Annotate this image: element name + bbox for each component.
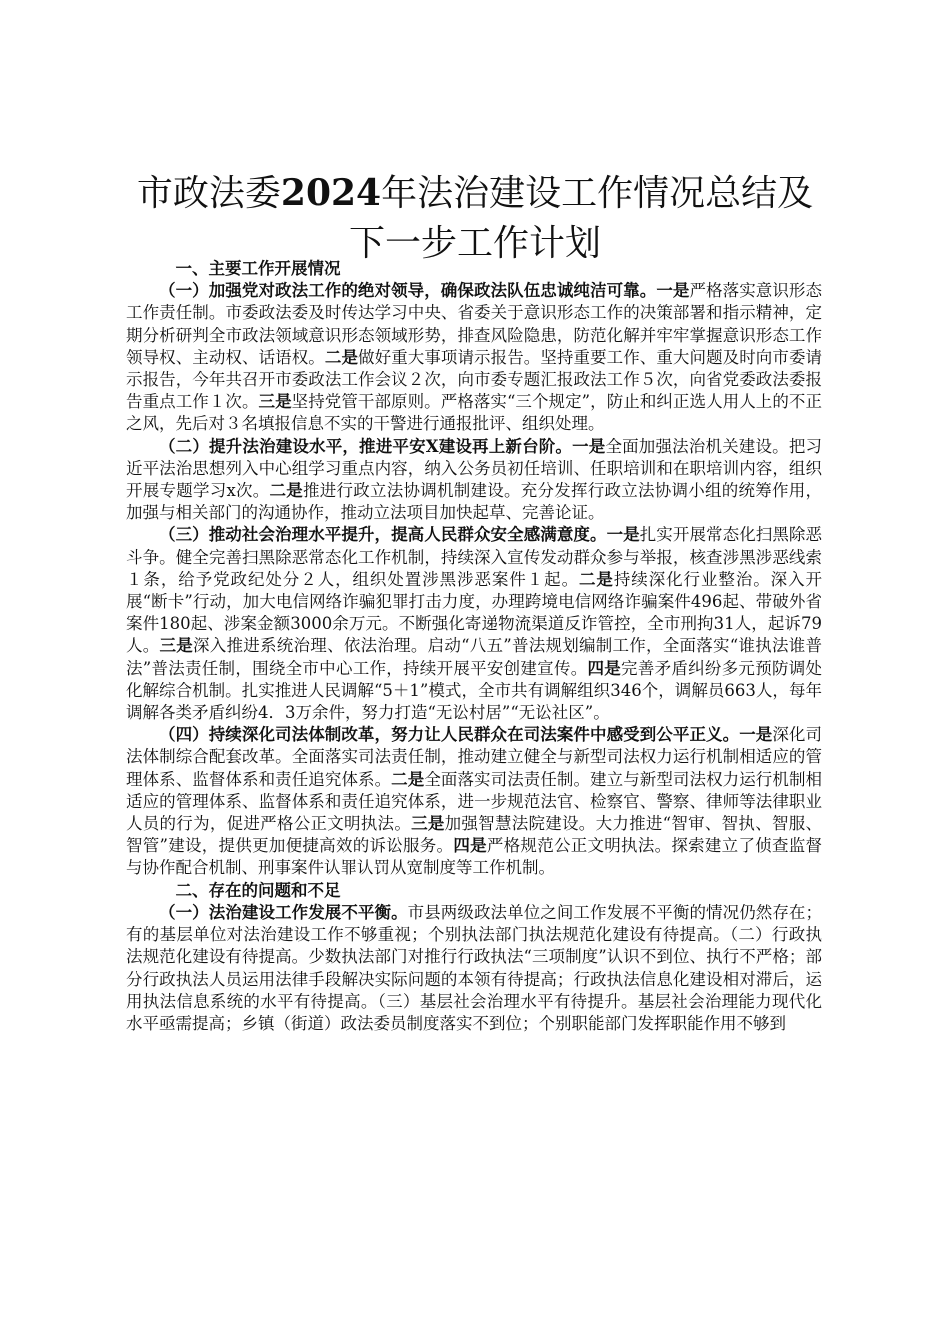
- paragraph-2-text-1: 全面加强法治机关建设。把习近平法治思想列入中心组学习重点内容，纳入公务员初任培训、任职培训和在职培训内容，组织开展专题学习x次。: [126, 436, 822, 501]
- paragraph-2-lead: （二）提升法治建设水平，推进平安X建设再上新台阶。: [159, 436, 573, 456]
- paragraph-2-key-2: 二是: [269, 481, 304, 501]
- section-heading-2: 二、存在的问题和不足: [175, 880, 341, 900]
- paragraph-3-key-4: 四是: [587, 658, 622, 678]
- paragraph-3-key-1: 一是: [606, 525, 640, 545]
- paragraph-3-key-3: 三是: [159, 636, 194, 656]
- title-suffix: 年法治建设工作情况总结及下一步工作计划: [348, 173, 814, 264]
- paragraph-1-text-1: 严格落实意识形态工作责任制。市委政法委及时传达学习中央、省委关于意识形态工作的决策部署和指示精神，定期分析研判全市政法领域意识形态领域形势，排查风险隐患，防范化解并牢牢掌握意识形态工作领导权、主动权、话语权。: [126, 281, 823, 367]
- paragraph-5-lead: （一）法治建设工作发展不平衡。: [159, 902, 408, 922]
- document-body: [126, 258, 822, 1035]
- section-heading-1: 一、主要工作开展情况: [175, 259, 341, 278]
- paragraph-2: [126, 436, 822, 525]
- paragraph-1-key-2: 二是: [324, 347, 359, 367]
- paragraph-3-text-3: 深入推进系统治理、依法治理。启动“八五”普法规划编制工作，全面落实“谁执法谁普法”普法责任制，围绕全市中心工作，持续开展平安创建宣传。: [126, 636, 823, 678]
- paragraph-1-text-2: 做好重大事项请示报告。坚持重要工作、重大问题及时向市委请示报告，今年共召开市委政法工作会议２次，向市委专题汇报政法工作５次，向省党委政法委报告重点工作１次。: [126, 347, 823, 412]
- paragraph-4-text-4: 严格规范公正文明执法。探索建立了侦查监督与协作配合机制、刑事案件认罪认罚从宽制度等工作机制。: [126, 836, 823, 878]
- paragraph-4: [126, 724, 822, 879]
- paragraph-4-lead: （四）持续深化司法体制改革，努力让人民群众在司法案件中感受到公平正义。: [159, 725, 740, 745]
- document-title: [120, 168, 830, 269]
- paragraph-3-lead: （三）推动社会治理水平提升，提高人民群众安全感满意度。: [159, 525, 607, 545]
- paragraph-1-key-3: 三是: [258, 392, 292, 412]
- paragraph-4-key-1: 一是: [739, 725, 773, 745]
- paragraph-1: [126, 280, 822, 435]
- paragraph-1-key-1: 一是: [656, 281, 690, 301]
- paragraph-4-key-4: 四是: [453, 836, 487, 856]
- paragraph-2-key-1: 一是: [572, 436, 606, 456]
- paragraph-4-text-2: 全面落实司法责任制。建立与新型司法权力运行机制相适应的管理体系、监督体系和责任追究体系，进一步规范法官、检察官、警察、律师等法律职业人员的行为，促进严格公正文明执法。: [126, 769, 823, 834]
- paragraph-5: [126, 902, 822, 1035]
- title-year: 2024: [280, 172, 382, 214]
- paragraph-1-lead: （一）加强党对政法工作的绝对领导，确保政法队伍忠诚纯洁可靠。: [159, 281, 657, 301]
- paragraph-4-key-2: 二是: [391, 769, 425, 789]
- paragraph-1-text-3: 坚持党管干部原则。严格落实“三个规定”，防止和纠正选人用人上的不正之风，先后对３名填报信息不实的干警进行通报批评、组织处理。: [126, 392, 822, 434]
- paragraph-3: [126, 524, 822, 724]
- paragraph-3-text-4: 完善矛盾纠纷多元预防调处化解综合机制。扎实推进人民调解“5＋1”模式，全市共有调解组织346个，调解员663人，每年调解各类矛盾纠纷4．3万余件，努力打造“无讼村居”“无讼社区”。: [126, 658, 823, 723]
- paragraph-4-key-3: 三是: [411, 814, 445, 834]
- paragraph-3-text-1: 扎实开展常态化扫黑除恶斗争。健全完善扫黑除恶常态化工作机制，持续深入宣传发动群众参与举报，核查涉黑涉恶线索１条，给予党政纪处分２人，组织处置涉黑涉恶案件１起。: [126, 525, 823, 589]
- paragraph-5-text-1: 市县两级政法单位之间工作发展不平衡的情况仍然存在；有的基层单位对法治建设工作不够重视；个别执法部门执法规范化建设有待提高。（二）行政执法规范化建设有待提高。少数执法部门对推行行政执法“三项制度”认识不到位、执行不严格；部分行政执法人员运用法律手段解决实际问题的本领有待提高；行政执法信息化建设相对滞后，运用执法信息系统的水平有待提高。（三）基层社会治理水平有待提升。基层社会治理能力现代化水平亟需提高；乡镇（街道）政法委员制度落实不到位；个别职能部门发挥职能作用不够到: [126, 902, 823, 1033]
- paragraph-3-text-2: 持续深化行业整治。深入开展“断卡”行动，加大电信网络诈骗犯罪打击力度，办理跨境电信网络诈骗案件496起、带破外省案件180起、涉案金额3000余万元。不断强化寄递物流渠道反诈管控，全市刑拘31人，起诉79人。: [126, 569, 823, 656]
- paragraph-3-key-2: 二是: [579, 569, 614, 589]
- paragraph-4-text-3: 加强智慧法院建设。大力推进“智审、智执、智服、智管”建设，提供更加便捷高效的诉讼服务。: [126, 814, 823, 856]
- paragraph-2-text-2: 推进行政立法协调机制建设。充分发挥行政立法协调小组的统筹作用，加强与相关部门的沟通协作，推动立法项目加快起草、完善论证。: [126, 481, 823, 523]
- paragraph-4-text-1: 深化司法体制综合配套改革。全面落实司法责任制，推动建立健全与新型司法权力运行机制相适应的管理体系、监督体系和责任追究体系。: [126, 725, 823, 789]
- title-prefix: 市政法委: [136, 173, 281, 214]
